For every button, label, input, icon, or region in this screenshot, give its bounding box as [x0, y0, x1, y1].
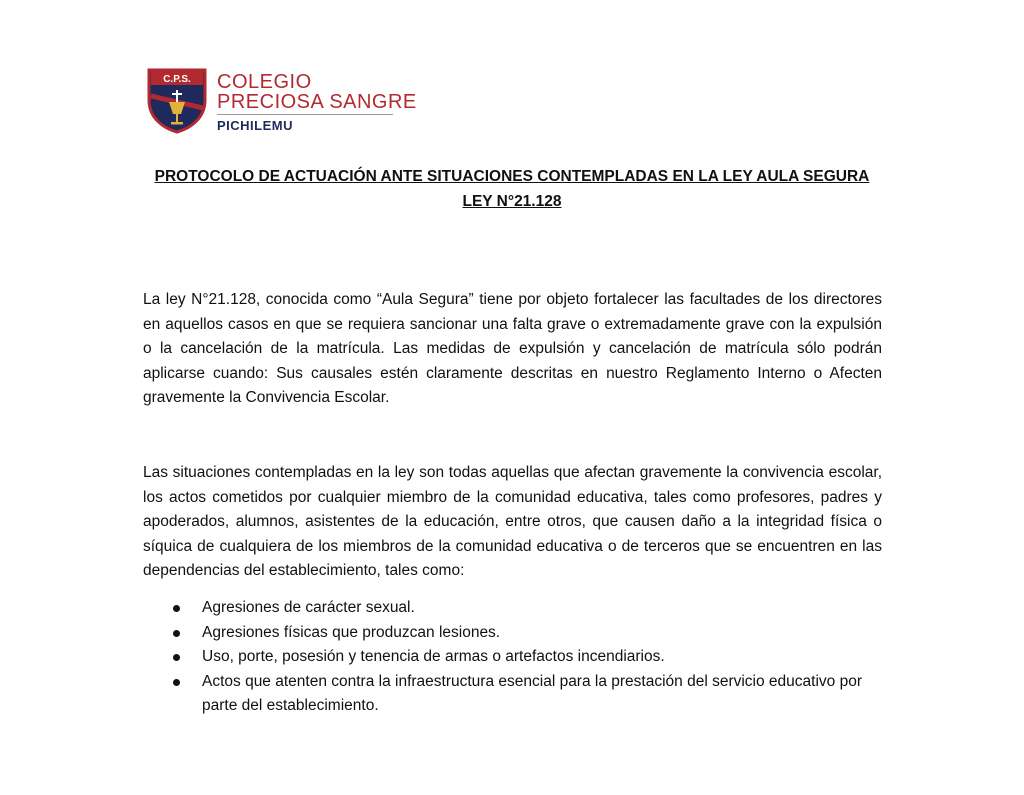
- list-item: Actos que atenten contra la infraestructura esencial para la prestación del servicio educativo por parte del establecimiento.: [143, 670, 882, 719]
- document-subtitle-law-number: LEY N°21.128: [462, 193, 562, 210]
- logo-text-location: PICHILEMU: [217, 118, 293, 133]
- school-crest-icon: [145, 66, 209, 134]
- crest-text: C.P.S.: [163, 74, 191, 85]
- list-item: Agresiones de carácter sexual.: [143, 596, 882, 621]
- logo-text-colegio: COLEGIO: [217, 71, 312, 93]
- paragraph-situations: Las situaciones contempladas en la ley son todas aquellas que afectan gravemente la convivencia escolar, los actos cometidos por cualquier miembro de la comunidad educativa, tales como profesores, padres y apoderados, alumnos, asistentes de la educación, entre otros, que causen daño a la integridad física o síquica de cualquiera de los miembros de la comunidad educativa o de terceros que se encuentren en las dependencias del establecimiento, tales como:: [143, 464, 882, 579]
- list-item: Uso, porte, posesión y tenencia de armas o artefactos incendiarios.: [143, 645, 882, 670]
- school-logo: [145, 64, 417, 136]
- situations-list: [143, 596, 882, 719]
- logo-divider: [217, 114, 393, 115]
- paragraph-law-description: La ley N°21.128, conocida como “Aula Segura” tiene por objeto fortalecer las facultades de los directores en aquellos casos en que se requiera sancionar una falta grave o extremadamente grave con la expulsión o la cancelación de la matrícula. Las medidas de expulsión y cancelación de matrícula sólo podrán aplicarse cuando: Sus causales estén claramente descritas en nuestro Reglamento Interno o Afecten gravemente la Convivencia Escolar.: [143, 291, 882, 406]
- document-title: PROTOCOLO DE ACTUACIÓN ANTE SITUACIONES CONTEMPLADAS EN LA LEY AULA SEGURA: [154, 168, 870, 185]
- logo-text-preciosa-sangre: PRECIOSA SANGRE: [217, 91, 417, 113]
- list-item: Agresiones físicas que produzcan lesiones.: [143, 621, 882, 646]
